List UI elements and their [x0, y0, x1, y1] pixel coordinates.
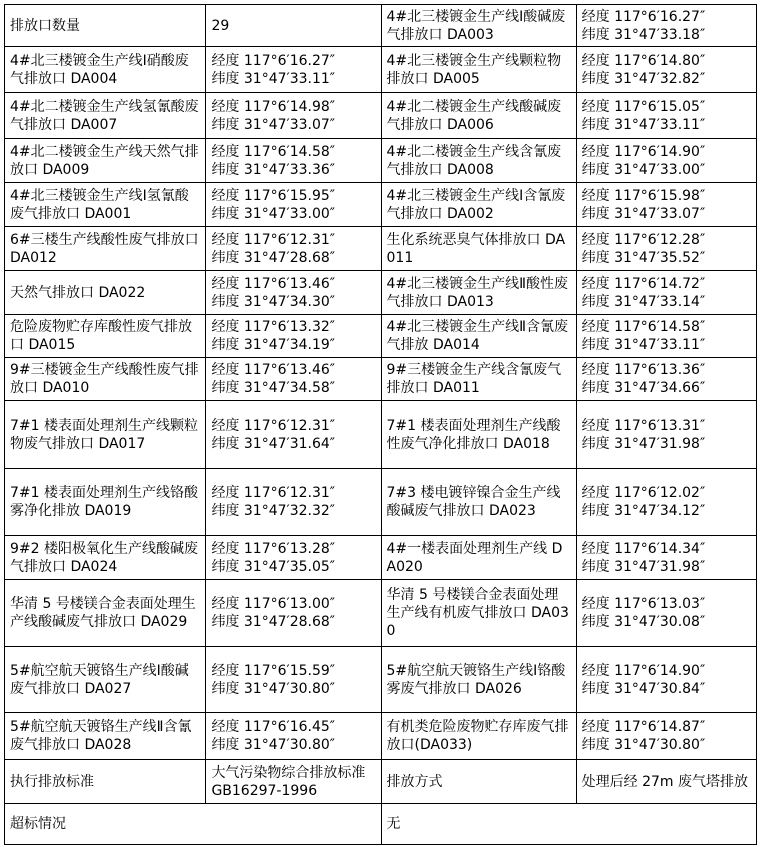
outlet-name: 4#北二楼镀金生产线氢氰酸废气排放口 DA007	[5, 93, 206, 139]
outlet-coordinates: 经度 117°6′14.90″ 纬度 31°47′33.00″	[576, 139, 756, 183]
outlet-name: 4#北三楼镀金生产线Ⅰ硝酸废气排放口 DA004	[5, 47, 206, 93]
outlet-name: 天然气排放口 DA022	[5, 271, 206, 315]
outlet-name: 危险废物贮存库酸性废气排放口 DA015	[5, 315, 206, 358]
standard-label: 执行排放标准	[5, 760, 206, 804]
table-row	[5, 358, 757, 401]
method-label: 排放方式	[381, 760, 576, 804]
outlet-coordinates: 经度 117°6′13.32″ 纬度 31°47′34.19″	[206, 315, 381, 358]
outlet-name: 4#北三楼镀金生产线Ⅱ含氰废气排放 DA014	[381, 315, 576, 358]
outlet-name: 4#一楼表面处理剂生产线 DA020	[381, 536, 576, 580]
outlet-name: 4#北三楼镀金生产线Ⅱ酸性废气排放口 DA013	[381, 271, 576, 315]
table-row	[5, 536, 757, 580]
table-row	[5, 580, 757, 647]
outlet-name: 6#三楼生产线酸性废气排放口 DA012	[5, 227, 206, 271]
outlet-coordinates: 经度 117°6′12.02″ 纬度 31°47′34.12″	[576, 469, 756, 536]
outlet-name: 4#北二楼镀金生产线含氰废气排放口 DA008	[381, 139, 576, 183]
outlet-name: 5#航空航天镀铬生产线Ⅱ含氰废气排放口 DA028	[5, 713, 206, 760]
outlet-coordinates: 经度 117°6′12.31″ 纬度 31°47′32.32″	[206, 469, 381, 536]
outlet-name: 华清 5 号楼镁合金表面处理生产线有机废气排放口 DA030	[381, 580, 576, 647]
outlet-coordinates: 经度 117°6′16.27″ 纬度 31°47′33.11″	[206, 47, 381, 93]
outlet-count-value: 29	[206, 5, 381, 47]
table-row	[5, 183, 757, 227]
outlet-name: 7#1 楼表面处理剂生产线酸性废气净化排放口 DA018	[381, 401, 576, 469]
outlet-coordinates: 经度 117°6′12.28″ 纬度 31°47′35.52″	[576, 227, 756, 271]
outlet-coordinates: 经度 117°6′13.31″ 纬度 31°47′31.98″	[576, 401, 756, 469]
outlet-coordinates: 经度 117°6′14.58″ 纬度 31°47′33.11″	[576, 315, 756, 358]
outlet-name: 5#航空航天镀铬生产线Ⅰ酸碱废气排放口 DA027	[5, 647, 206, 713]
outlet-coordinates: 经度 117°6′12.31″ 纬度 31°47′31.64″	[206, 401, 381, 469]
table-row	[5, 469, 757, 536]
table-row	[5, 760, 757, 804]
outlet-coordinates: 经度 117°6′14.72″ 纬度 31°47′33.14″	[576, 271, 756, 315]
outlet-coordinates: 经度 117°6′14.58″ 纬度 31°47′33.36″	[206, 139, 381, 183]
table-row	[5, 713, 757, 760]
outlet-coordinates: 经度 117°6′15.05″ 纬度 31°47′33.11″	[576, 93, 756, 139]
outlet-coordinates: 经度 117°6′14.87″ 纬度 31°47′30.80″	[576, 713, 756, 760]
outlet-coordinates: 经度 117°6′14.98″ 纬度 31°47′33.07″	[206, 93, 381, 139]
emission-outlet-table	[4, 4, 757, 845]
table-row	[5, 315, 757, 358]
outlet-name: 4#北三楼镀金生产线Ⅰ氢氰酸废气排放口 DA001	[5, 183, 206, 227]
outlet-name: 9#三楼镀金生产线含氰废气排放口 DA011	[381, 358, 576, 401]
outlet-coordinates: 经度 117°6′13.28″ 纬度 31°47′35.05″	[206, 536, 381, 580]
outlet-coordinates: 经度 117°6′14.80″ 纬度 31°47′32.82″	[576, 47, 756, 93]
outlet-name: 5#航空航天镀铬生产线Ⅰ铬酸雾废气排放口 DA026	[381, 647, 576, 713]
table-row	[5, 93, 757, 139]
table-row	[5, 47, 757, 93]
outlet-coordinates: 经度 117°6′16.27″ 纬度 31°47′33.18″	[576, 5, 756, 47]
outlet-name: 4#北三楼镀金生产线颗粒物排放口 DA005	[381, 47, 576, 93]
table-row	[5, 227, 757, 271]
outlet-name: 4#北三楼镀金生产线Ⅰ酸碱废气排放口 DA003	[381, 5, 576, 47]
table-row	[5, 401, 757, 469]
outlet-name: 有机类危险废物贮存库废气排放口(DA033)	[381, 713, 576, 760]
outlet-coordinates: 经度 117°6′13.36″ 纬度 31°47′34.66″	[576, 358, 756, 401]
table-row	[5, 647, 757, 713]
outlet-name: 7#1 楼表面处理剂生产线颗粒物废气排放口 DA017	[5, 401, 206, 469]
outlet-name: 9#2 楼阳极氧化生产线酸碱废气排放口 DA024	[5, 536, 206, 580]
outlet-name: 7#3 楼电镀锌镍合金生产线酸碱废气排放口 DA023	[381, 469, 576, 536]
standard-value: 大气污染物综合排放标准 GB16297-1996	[206, 760, 381, 804]
table-row	[5, 139, 757, 183]
method-value: 处理后经 27m 废气塔排放	[576, 760, 756, 804]
outlet-count-label: 排放口数量	[5, 5, 206, 47]
outlet-coordinates: 经度 117°6′13.46″ 纬度 31°47′34.58″	[206, 358, 381, 401]
outlet-coordinates: 经度 117°6′14.34″ 纬度 31°47′31.98″	[576, 536, 756, 580]
outlet-name: 9#三楼镀金生产线酸性废气排放口 DA010	[5, 358, 206, 401]
outlet-name: 4#北三楼镀金生产线Ⅰ含氰废气排放口 DA002	[381, 183, 576, 227]
outlet-coordinates: 经度 117°6′14.90″ 纬度 31°47′30.84″	[576, 647, 756, 713]
table-row	[5, 271, 757, 315]
table-row	[5, 5, 757, 47]
outlet-coordinates: 经度 117°6′15.98″ 纬度 31°47′33.07″	[576, 183, 756, 227]
outlet-name: 7#1 楼表面处理剂生产线铬酸雾净化排放 DA019	[5, 469, 206, 536]
outlet-coordinates: 经度 117°6′12.31″ 纬度 31°47′28.68″	[206, 227, 381, 271]
outlet-name: 4#北二楼镀金生产线天然气排放口 DA009	[5, 139, 206, 183]
outlet-coordinates: 经度 117°6′15.95″ 纬度 31°47′33.00″	[206, 183, 381, 227]
outlet-coordinates: 经度 117°6′13.00″ 纬度 31°47′28.68″	[206, 580, 381, 647]
outlet-name: 4#北二楼镀金生产线酸碱废气排放口 DA006	[381, 93, 576, 139]
exceed-value: 无	[381, 804, 756, 845]
outlet-coordinates: 经度 117°6′13.03″ 纬度 31°47′30.08″	[576, 580, 756, 647]
outlet-coordinates: 经度 117°6′16.45″ 纬度 31°47′30.80″	[206, 713, 381, 760]
table-row	[5, 804, 757, 845]
exceed-label: 超标情况	[5, 804, 382, 845]
outlet-coordinates: 经度 117°6′13.46″ 纬度 31°47′34.30″	[206, 271, 381, 315]
outlet-name: 华清 5 号楼镁合金表面处理生产线酸碱废气排放口 DA029	[5, 580, 206, 647]
outlet-coordinates: 经度 117°6′15.59″ 纬度 31°47′30.80″	[206, 647, 381, 713]
outlet-name: 生化系统恶臭气体排放口 DA011	[381, 227, 576, 271]
